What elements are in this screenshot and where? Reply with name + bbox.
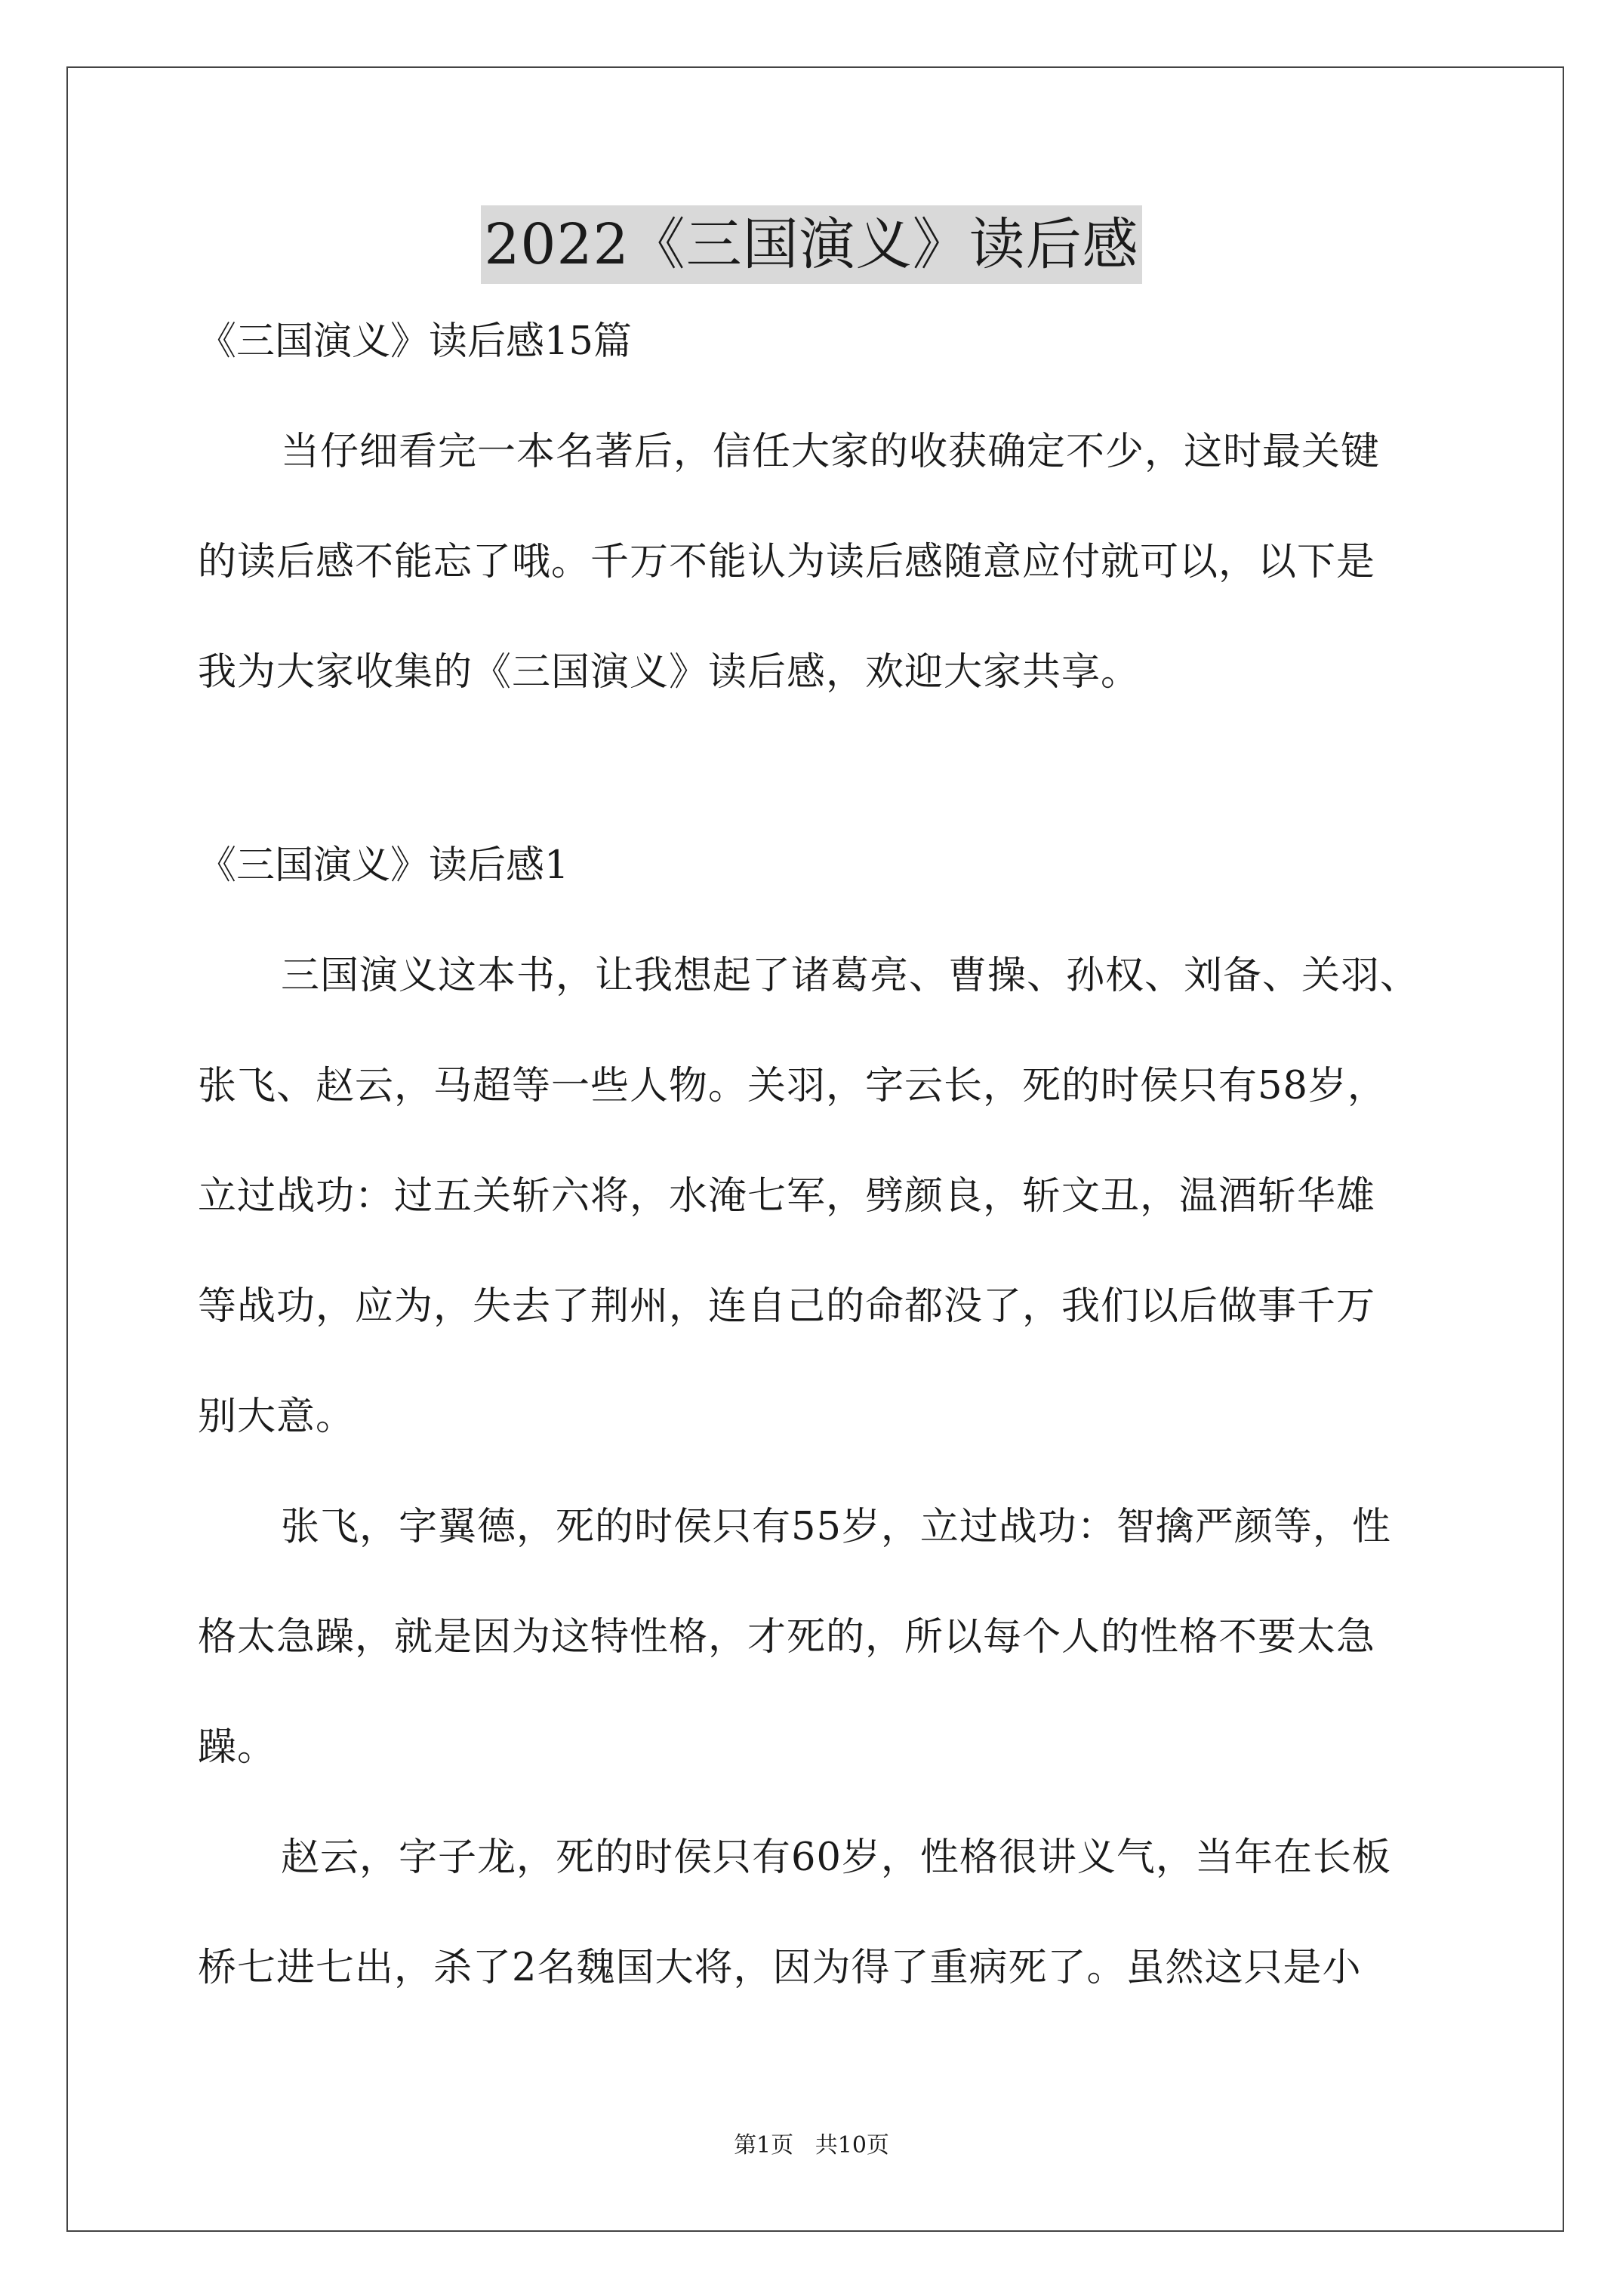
paragraph-line: 躁。	[198, 1725, 277, 1770]
paragraph-line: 赵云，字子龙，死的时侯只有60岁，性格很讲义气，当年在长板	[281, 1835, 1391, 1880]
intro-line: 当仔细看完一本名著后，信任大家的收获确定不少，这时最关键	[281, 430, 1381, 474]
document-body	[198, 294, 1436, 2031]
paragraph-line: 别大意。	[198, 1395, 356, 1439]
document-title: 2022《三国演义》读后感	[481, 205, 1141, 284]
paragraph-line: 三国演义这本书，让我想起了诸葛亮、曹操、孙权、刘备、关羽、	[281, 954, 1420, 998]
intro-line: 我为大家收集的《三国演义》读后感，欢迎大家共享。	[198, 650, 1141, 695]
paragraph-line: 张飞、赵云，马超等一些人物。关羽，字云长，死的时侯只有58岁，	[198, 1064, 1387, 1108]
title-container	[0, 205, 1623, 284]
paragraph-line: 桥七进七出，杀了2名魏国大将，因为得了重病死了。虽然这只是小	[198, 1946, 1362, 1990]
subtitle: 《三国演义》读后感15篇	[198, 319, 632, 364]
spacer	[198, 735, 1436, 818]
paragraph-line: 格太急躁，就是因为这特性格，才死的，所以每个人的性格不要太急	[198, 1615, 1376, 1660]
paragraph-line: 等战功，应为，失去了荆州，连自己的命都没了，我们以后做事千万	[198, 1284, 1376, 1329]
page-footer: 第1页 共10页	[734, 2132, 889, 2159]
paragraph-line: 立过战功：过五关斩六将，水淹七军，劈颜良，斩文丑，温酒斩华雄	[198, 1174, 1376, 1219]
section-heading: 《三国演义》读后感1	[198, 843, 569, 888]
paragraph-line: 张飞，字翼德，死的时侯只有55岁，立过战功：智擒严颜等，性	[281, 1505, 1391, 1549]
intro-line: 的读后感不能忘了哦。千万不能认为读后感随意应付就可以，以下是	[198, 540, 1376, 584]
